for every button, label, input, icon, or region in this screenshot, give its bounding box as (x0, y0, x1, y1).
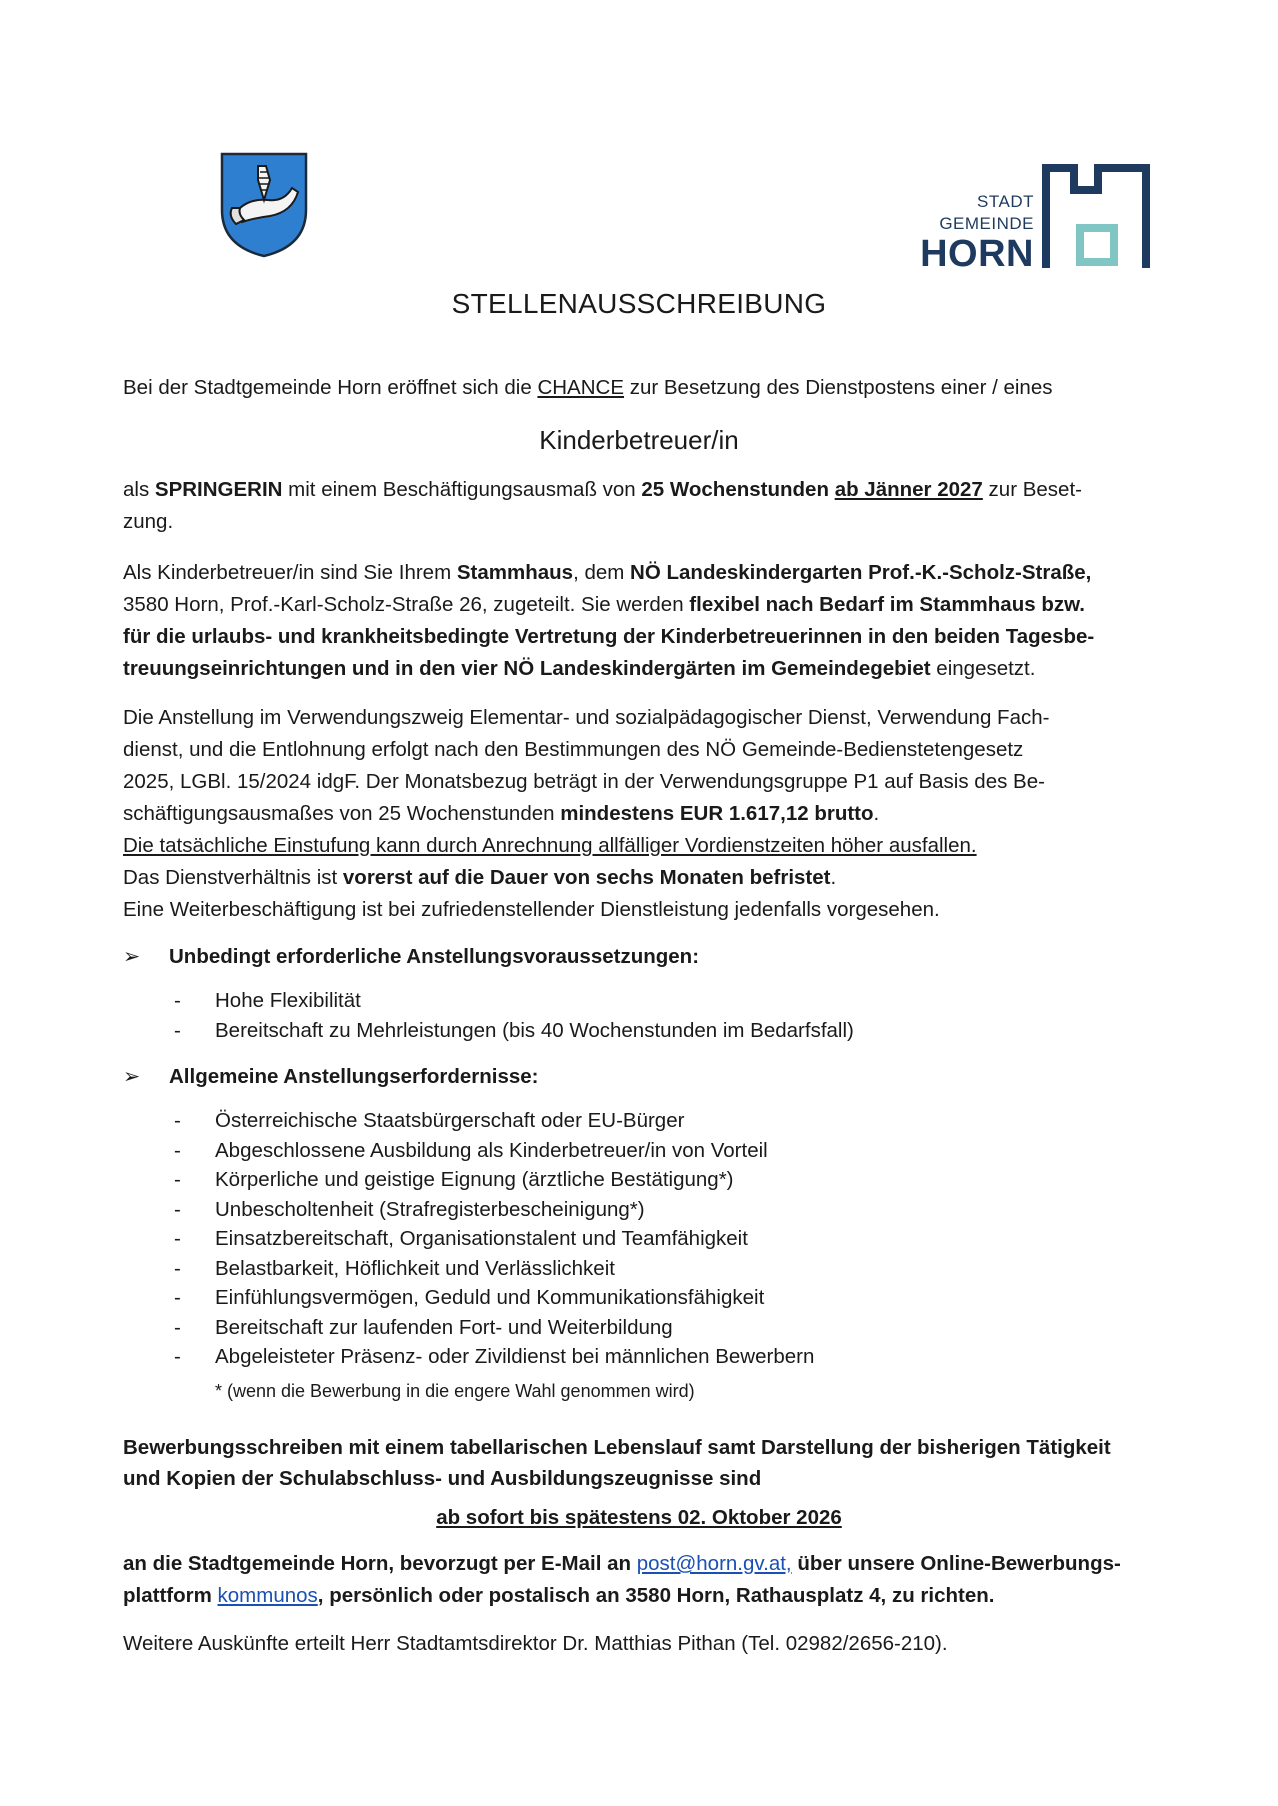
para1-text: als (123, 478, 155, 501)
salary-paragraph (123, 702, 1163, 926)
list-item-text: Bereitschaft zu Mehrleistungen (bis 40 Wochenstunden im Bedarfsfall) (215, 1018, 854, 1042)
para3-line: Die Anstellung im Verwendungszweig Elementar- und sozialpädagogischer Dienst, Verwendung Fach- (123, 706, 1050, 729)
list-item: - Bereitschaft zu Mehrleistungen (bis 40 Wochenstunden im Bedarfsfall) (174, 1018, 854, 1042)
list-item-text: Österreichische Staatsbürgerschaft oder EU-Bürger (215, 1109, 685, 1132)
list-item: - Belastbarkeit, Höflichkeit und Verlässlichkeit (174, 1256, 615, 1280)
position-title: Kinderbetreuer/in (539, 425, 739, 455)
list-item-text: Einsatzbereitschaft, Organisationstalent und Teamfähigkeit (215, 1227, 748, 1250)
para2-einrichtungen: treuungseinrichtungen und in den vier NÖ Landeskindergärten im Gemeindegebiet (123, 657, 931, 680)
list-item-text: Unbescholtenheit (Strafregisterbescheinigung*) (215, 1197, 645, 1221)
para3-line: . (873, 802, 880, 825)
para3-classification-note: Die tatsächliche Einstufung kann durch Anrechnung allfälliger Vordienstzeiten höher ausfallen. (123, 834, 977, 857)
kommunos-link[interactable]: kommunos (217, 1584, 318, 1607)
para1-text: zur Beset- (982, 478, 1082, 501)
para3-line: schäftigungsausmaßes von 25 Wochenstunden (123, 802, 561, 825)
page-title: STELLENAUSSCHREIBUNG (451, 288, 827, 319)
para2-vertretung: für die urlaubs- und krankheitsbedingte Vertretung der Kinderbetreuerinnen in den beiden Tagesbe- (123, 625, 1095, 648)
email-link[interactable]: post@horn.gv.at, (636, 1552, 792, 1575)
requirements-list (172, 986, 854, 1045)
general-requirements-list (172, 1106, 814, 1372)
para3-fixed-term: vorerst auf die Dauer von sechs Monaten befristet (342, 866, 831, 889)
footnote: * (wenn die Bewerbung in die engere Wahl genommen wird) (215, 1381, 695, 1401)
list-item: - Körperliche und geistige Eignung (ärztliche Bestätigung*) (174, 1168, 734, 1191)
list-item-text: Abgeleisteter Präsenz- oder Zivildienst bei männlichen Bewerbern (215, 1345, 815, 1368)
application-line: und Kopien der Schulabschluss- und Ausbildungszeugnisse sind (123, 1467, 762, 1490)
requirements-heading-text: Unbedingt erforderliche Anstellungsvoraussetzungen: (169, 945, 700, 968)
para1-hours: 25 Wochenstunden (641, 478, 829, 501)
logo-line-stadt: STADT (977, 192, 1034, 211)
para2-text: , dem (573, 561, 631, 584)
employment-extent-paragraph (123, 474, 1163, 538)
intro-chance: CHANCE (537, 376, 625, 399)
para3-line: . (830, 866, 837, 889)
application-paragraph (123, 1432, 1163, 1494)
para2-flexibel: flexibel nach Bedarf im Stammhaus bzw. (689, 593, 1085, 616)
list-item-text: Belastbarkeit, Höflichkeit und Verlässlichkeit (215, 1256, 615, 1280)
list-item-text: Hohe Flexibilität (215, 989, 361, 1012)
list-item-text: Bereitschaft zur laufenden Fort- und Weiterbildung (215, 1315, 673, 1339)
list-item-text: Einfühlungsvermögen, Geduld und Kommunikationsfähigkeit (215, 1286, 765, 1309)
intro-text-start: Bei der Stadtgemeinde Horn eröffnet sich die (123, 376, 538, 399)
list-item: - Hohe Flexibilität (174, 989, 361, 1012)
list-item-text: Körperliche und geistige Eignung (ärztliche Bestätigung*) (215, 1168, 734, 1191)
para3-salary-amount: mindestens EUR 1.617,12 brutto (560, 802, 874, 825)
list-item: - Unbescholtenheit (Strafregisterbescheinigung*) (174, 1197, 645, 1221)
general-requirements-heading-text: Allgemeine Anstellungserfordernisse: (169, 1065, 539, 1088)
logo-line-horn: HORN (920, 233, 1034, 275)
arrow-bullet-icon: ➢ (123, 945, 141, 968)
application-line: plattform (123, 1584, 218, 1607)
contact-line: Weitere Auskünfte erteilt Herr Stadtamtsdirektor Dr. Matthias Pithan (Tel. 02982/2656-210). (123, 1632, 948, 1655)
para2-text: 3580 Horn, Prof.-Karl-Scholz-Straße 26, zugeteilt. Sie werden (123, 593, 690, 616)
para2-kindergarten: NÖ Landeskindergarten Prof.-K.-Scholz-Straße, (630, 561, 1092, 584)
coat-of-arms-icon (218, 150, 310, 260)
para3-line: Eine Weiterbeschäftigung ist bei zufriedenstellender Dienstleistung jedenfalls vorgesehen. (123, 898, 940, 921)
list-item: - Einsatzbereitschaft, Organisationstalent und Teamfähigkeit (174, 1227, 748, 1250)
general-requirements-heading (123, 1062, 538, 1092)
list-item: - Abgeleisteter Präsenz- oder Zivildienst bei männlichen Bewerbern (174, 1345, 815, 1368)
para3-line: 2025, LGBl. 15/2024 idgF. Der Monatsbezug beträgt in der Verwendungsgruppe P1 auf Basis des Be- (123, 770, 1045, 793)
para1-start-date: ab Jänner 2027 (834, 478, 983, 501)
horn-logo-mark-icon (1040, 164, 1152, 274)
para2-text: Als Kinderbetreuer/in sind Sie Ihrem (123, 561, 457, 584)
list-item: - Einfühlungsvermögen, Geduld und Kommunikationsfähigkeit (174, 1286, 765, 1309)
application-line: , persönlich oder postalisch an 3580 Horn, Rathausplatz 4, zu richten. (317, 1584, 995, 1607)
para2-stammhaus: Stammhaus (456, 561, 574, 584)
requirements-heading (123, 942, 699, 972)
para1-springerin: SPRINGERIN (154, 478, 283, 501)
list-item: - Bereitschaft zur laufenden Fort- und Weiterbildung (174, 1315, 673, 1339)
logo-line-gemeinde: GEMEINDE (939, 214, 1034, 233)
para1-text: mit einem Beschäftigungsausmaß von (282, 478, 642, 501)
application-address-paragraph (123, 1548, 1163, 1612)
application-line: an die Stadtgemeinde Horn, bevorzugt per E-Mail an (123, 1552, 637, 1575)
application-line: über unsere Online-Bewerbungs- (791, 1552, 1121, 1575)
arrow-bullet-icon: ➢ (123, 1065, 141, 1088)
para1-text-end: zung. (123, 510, 174, 533)
application-line: Bewerbungsschreiben mit einem tabellarischen Lebenslauf samt Darstellung der bisherigen Tätigkeit (123, 1436, 1111, 1459)
para3-line: Das Dienstverhältnis ist (123, 866, 343, 889)
intro-paragraph (123, 372, 1163, 404)
assignment-paragraph (123, 557, 1163, 685)
stadtgemeinde-horn-logo (912, 164, 1152, 274)
para2-text-end: eingesetzt. (930, 657, 1036, 680)
application-deadline: ab sofort bis spätestens 02. Oktober 2026 (436, 1506, 842, 1529)
intro-text-end: zur Besetzung des Dienstpostens einer / eines (624, 376, 1053, 399)
list-item: - Abgeschlossene Ausbildung als Kinderbetreuer/in von Vorteil (174, 1138, 768, 1162)
list-item: - Österreichische Staatsbürgerschaft oder EU-Bürger (174, 1109, 685, 1132)
para3-line: dienst, und die Entlohnung erfolgt nach den Bestimmungen des NÖ Gemeinde-Bedienstetengesetz (123, 738, 1024, 761)
list-item-text: Abgeschlossene Ausbildung als Kinderbetreuer/in von Vorteil (215, 1138, 768, 1162)
